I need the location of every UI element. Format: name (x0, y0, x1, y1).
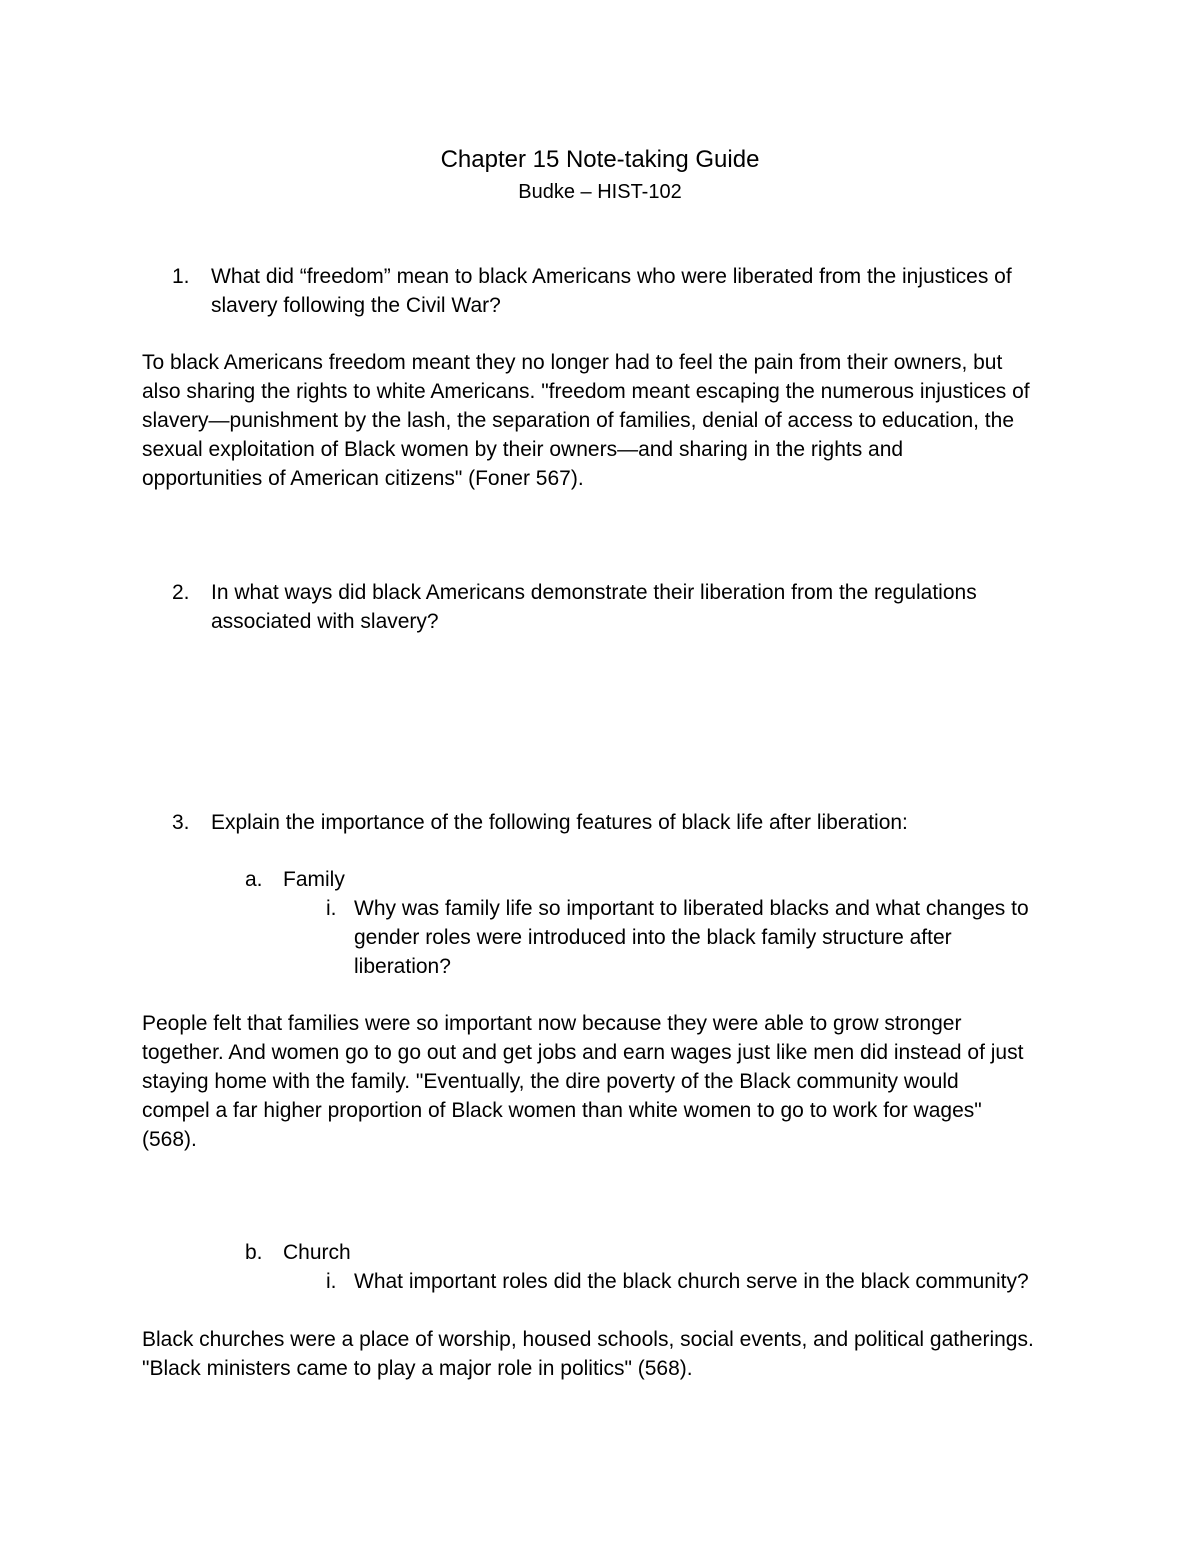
answer-1-line: also sharing the rights to white Americans. "freedom meant escaping the numerous injustices of (142, 380, 1030, 403)
answer-1-line: slavery—punishment by the lash, the separation of families, denial of access to education, the (142, 409, 1014, 432)
question-1-number: 1. (172, 265, 190, 288)
answer-3a-line: compel a far higher proportion of Black women than white women to go to work for wages" (142, 1099, 982, 1122)
answer-3a-line: staying home with the family. "Eventually, the dire poverty of the Black community would (142, 1070, 959, 1093)
subsection-a-question-line: Why was family life so important to liberated blacks and what changes to (354, 897, 1029, 920)
subsection-a-question-line: liberation? (354, 955, 451, 978)
answer-3a-line: People felt that families were so important now because they were able to grow stronger (142, 1012, 962, 1035)
answer-3a-line: together. And women go to go out and get jobs and earn wages just like men did instead of just (142, 1041, 1024, 1064)
subsection-b-question-marker: i. (326, 1270, 337, 1293)
answer-3a-line: (568). (142, 1128, 197, 1151)
question-1-line: slavery following the Civil War? (211, 294, 501, 317)
question-1-line: What did “freedom” mean to black Americans who were liberated from the injustices of (211, 265, 1012, 288)
question-3-number: 3. (172, 811, 190, 834)
answer-1-line: opportunities of American citizens" (Foner 567). (142, 467, 584, 490)
subsection-a-marker: a. (245, 868, 263, 891)
question-3-line: Explain the importance of the following features of black life after liberation: (211, 811, 908, 834)
answer-1-line: To black Americans freedom meant they no longer had to feel the pain from their owners, but (142, 351, 1003, 374)
subsection-b-question-line: What important roles did the black church serve in the black community? (354, 1270, 1029, 1293)
answer-1-line: sexual exploitation of Black women by their owners—and sharing in the rights and (142, 438, 904, 461)
subsection-b-marker: b. (245, 1241, 263, 1264)
answer-3b-line: "Black ministers came to play a major role in politics" (568). (142, 1357, 693, 1380)
document-title: Chapter 15 Note-taking Guide (440, 146, 760, 173)
answer-3b-line: Black churches were a place of worship, housed schools, social events, and political gatherings. (142, 1328, 1034, 1351)
subsection-a-question-marker: i. (326, 897, 337, 920)
question-2-line: associated with slavery? (211, 610, 439, 633)
subsection-b-label: Church (283, 1241, 351, 1264)
subsection-a-question-line: gender roles were introduced into the black family structure after (354, 926, 952, 949)
subsection-a-label: Family (283, 868, 345, 891)
question-2-line: In what ways did black Americans demonstrate their liberation from the regulations (211, 581, 977, 604)
document-subtitle: Budke – HIST-102 (518, 181, 682, 203)
question-2-number: 2. (172, 581, 190, 604)
